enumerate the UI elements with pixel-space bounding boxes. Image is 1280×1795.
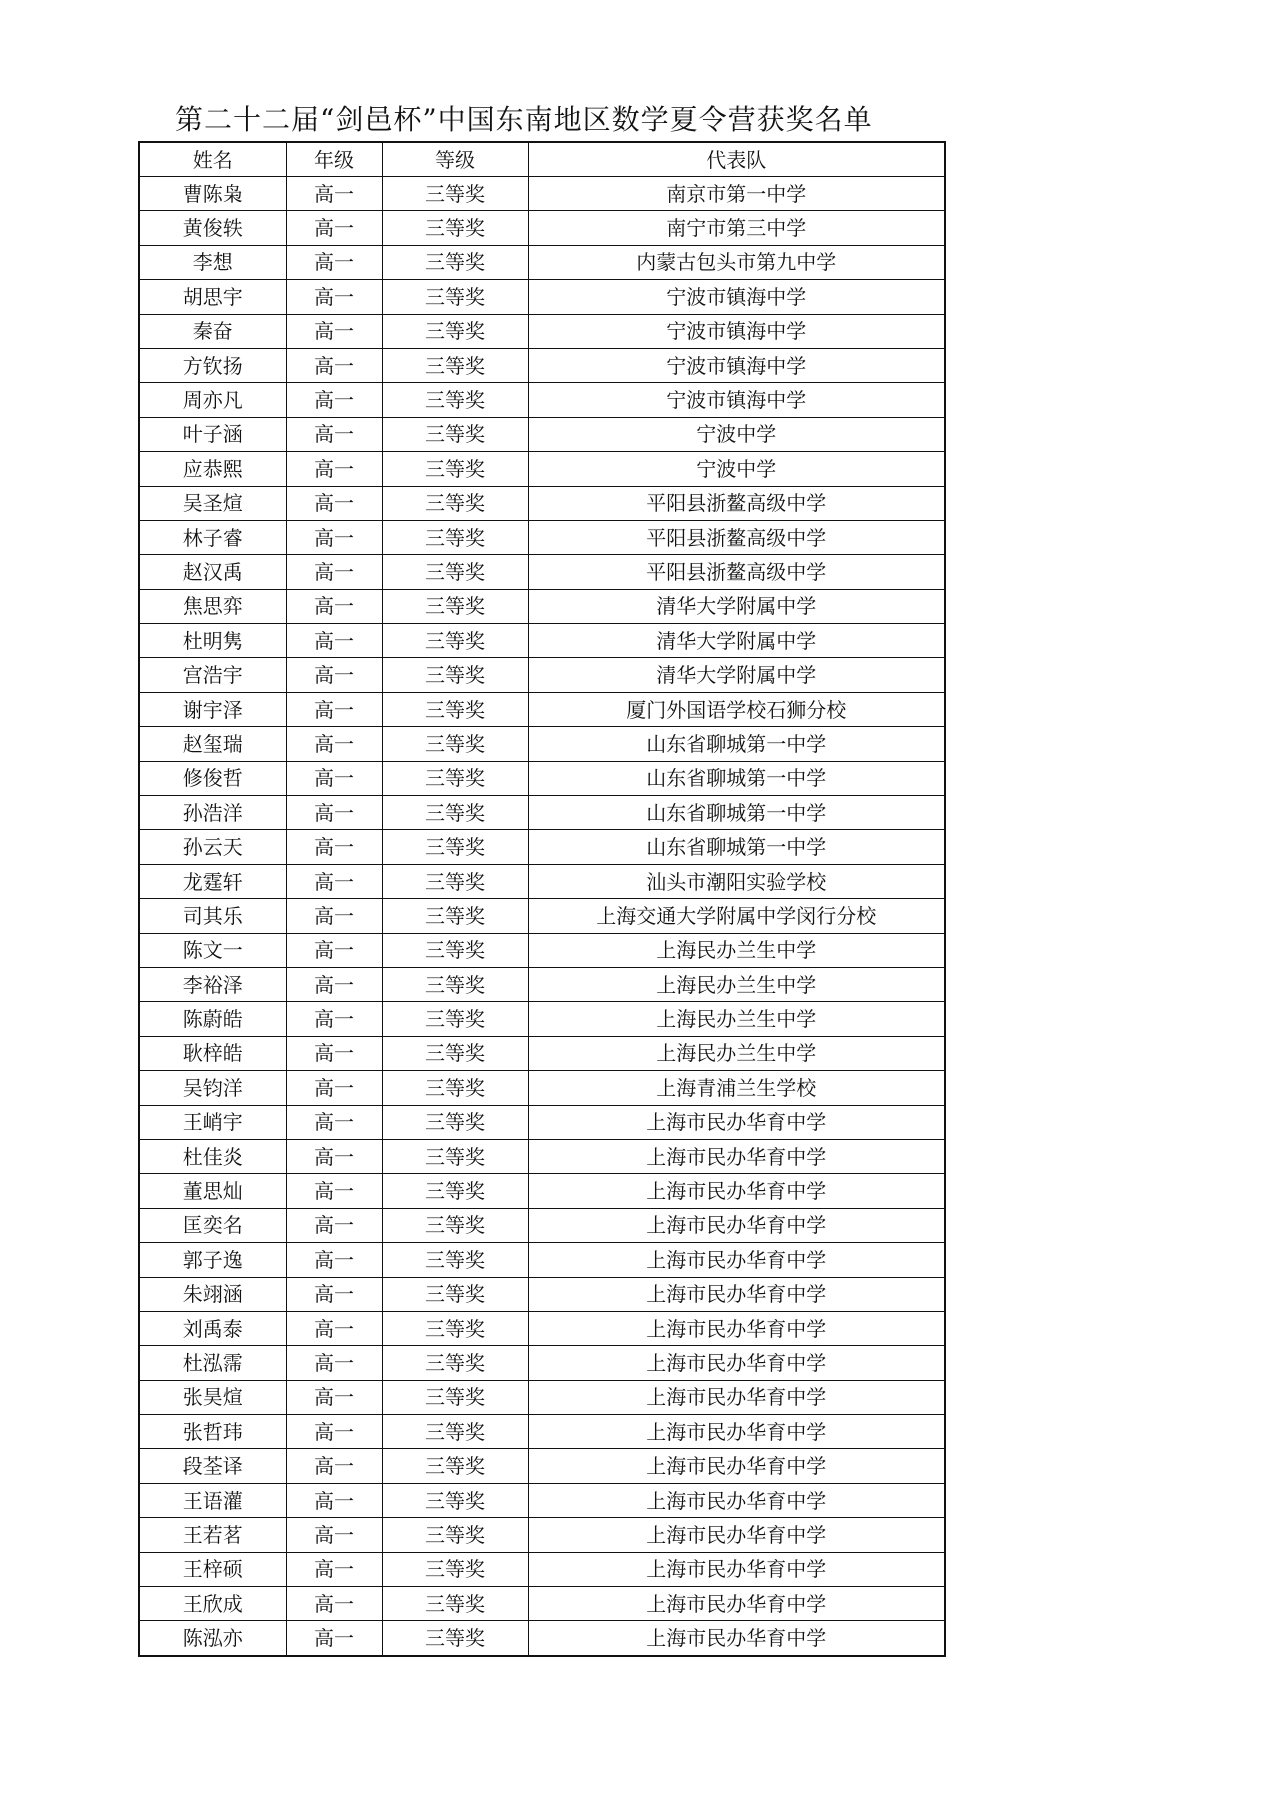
cell-team: 汕头市潮阳实验学校 xyxy=(528,864,945,898)
cell-team: 上海市民办华育中学 xyxy=(528,1346,945,1380)
cell-grade: 高一 xyxy=(286,1346,382,1380)
table-row xyxy=(139,761,945,795)
cell-name: 杜明隽 xyxy=(139,624,286,658)
cell-name: 赵玺瑞 xyxy=(139,727,286,761)
cell-name: 刘禹泰 xyxy=(139,1311,286,1345)
cell-grade: 高一 xyxy=(286,452,382,486)
cell-name: 龙霆轩 xyxy=(139,864,286,898)
cell-name: 张哲玮 xyxy=(139,1415,286,1449)
cell-grade: 高一 xyxy=(286,1071,382,1105)
cell-grade: 高一 xyxy=(286,1311,382,1345)
cell-grade: 高一 xyxy=(286,1621,382,1656)
cell-grade: 高一 xyxy=(286,1449,382,1483)
cell-grade: 高一 xyxy=(286,280,382,314)
table-row xyxy=(139,555,945,589)
cell-grade: 高一 xyxy=(286,1208,382,1242)
table-row xyxy=(139,520,945,554)
cell-team: 山东省聊城第一中学 xyxy=(528,796,945,830)
cell-team: 宁波市镇海中学 xyxy=(528,280,945,314)
table-body xyxy=(139,177,945,1656)
cell-level: 三等奖 xyxy=(382,1071,528,1105)
cell-name: 周亦凡 xyxy=(139,383,286,417)
cell-name: 王梓硕 xyxy=(139,1552,286,1586)
cell-grade: 高一 xyxy=(286,933,382,967)
cell-grade: 高一 xyxy=(286,864,382,898)
table-row xyxy=(139,245,945,279)
table-row xyxy=(139,1002,945,1036)
cell-level: 三等奖 xyxy=(382,967,528,1001)
cell-grade: 高一 xyxy=(286,1243,382,1277)
cell-grade: 高一 xyxy=(286,486,382,520)
cell-grade: 高一 xyxy=(286,658,382,692)
table-row xyxy=(139,348,945,382)
cell-name: 陈泓亦 xyxy=(139,1621,286,1656)
cell-grade: 高一 xyxy=(286,796,382,830)
cell-name: 林子睿 xyxy=(139,520,286,554)
cell-team: 山东省聊城第一中学 xyxy=(528,761,945,795)
cell-grade: 高一 xyxy=(286,692,382,726)
cell-team: 山东省聊城第一中学 xyxy=(528,830,945,864)
cell-level: 三等奖 xyxy=(382,486,528,520)
cell-grade: 高一 xyxy=(286,314,382,348)
cell-name: 匡奕名 xyxy=(139,1208,286,1242)
cell-team: 上海青浦兰生学校 xyxy=(528,1071,945,1105)
cell-grade: 高一 xyxy=(286,1036,382,1070)
cell-team: 上海民办兰生中学 xyxy=(528,967,945,1001)
cell-grade: 高一 xyxy=(286,967,382,1001)
cell-grade: 高一 xyxy=(286,245,382,279)
column-header-level: 等级 xyxy=(382,142,528,177)
cell-name: 修俊哲 xyxy=(139,761,286,795)
cell-level: 三等奖 xyxy=(382,933,528,967)
cell-level: 三等奖 xyxy=(382,280,528,314)
cell-name: 司其乐 xyxy=(139,899,286,933)
cell-level: 三等奖 xyxy=(382,314,528,348)
cell-team: 上海市民办华育中学 xyxy=(528,1105,945,1139)
table-row xyxy=(139,177,945,211)
cell-level: 三等奖 xyxy=(382,1518,528,1552)
cell-level: 三等奖 xyxy=(382,348,528,382)
cell-grade: 高一 xyxy=(286,1380,382,1414)
cell-team: 上海市民办华育中学 xyxy=(528,1518,945,1552)
cell-team: 南京市第一中学 xyxy=(528,177,945,211)
cell-name: 王欣成 xyxy=(139,1587,286,1621)
table-row xyxy=(139,280,945,314)
cell-name: 朱翊涵 xyxy=(139,1277,286,1311)
table-row xyxy=(139,417,945,451)
cell-grade: 高一 xyxy=(286,383,382,417)
table-row xyxy=(139,692,945,726)
cell-team: 上海市民办华育中学 xyxy=(528,1174,945,1208)
cell-name: 孙浩洋 xyxy=(139,796,286,830)
table-row xyxy=(139,967,945,1001)
cell-grade: 高一 xyxy=(286,211,382,245)
cell-name: 叶子涵 xyxy=(139,417,286,451)
table-row xyxy=(139,452,945,486)
cell-grade: 高一 xyxy=(286,830,382,864)
cell-name: 张昊煊 xyxy=(139,1380,286,1414)
table-row xyxy=(139,1415,945,1449)
cell-name: 焦思弈 xyxy=(139,589,286,623)
table-row xyxy=(139,1277,945,1311)
cell-level: 三等奖 xyxy=(382,1483,528,1517)
cell-grade: 高一 xyxy=(286,727,382,761)
table-row xyxy=(139,383,945,417)
cell-team: 平阳县浙鳌高级中学 xyxy=(528,520,945,554)
cell-level: 三等奖 xyxy=(382,727,528,761)
cell-team: 清华大学附属中学 xyxy=(528,589,945,623)
cell-team: 宁波市镇海中学 xyxy=(528,348,945,382)
table-row xyxy=(139,1036,945,1070)
cell-team: 上海市民办华育中学 xyxy=(528,1415,945,1449)
table-row xyxy=(139,1587,945,1621)
cell-name: 李裕泽 xyxy=(139,967,286,1001)
cell-team: 上海市民办华育中学 xyxy=(528,1449,945,1483)
cell-level: 三等奖 xyxy=(382,761,528,795)
cell-level: 三等奖 xyxy=(382,796,528,830)
cell-grade: 高一 xyxy=(286,1139,382,1173)
cell-name: 杜佳炎 xyxy=(139,1139,286,1173)
table-row xyxy=(139,899,945,933)
cell-level: 三等奖 xyxy=(382,1139,528,1173)
table-row xyxy=(139,1552,945,1586)
cell-level: 三等奖 xyxy=(382,417,528,451)
cell-team: 清华大学附属中学 xyxy=(528,658,945,692)
table-row xyxy=(139,1139,945,1173)
cell-team: 上海市民办华育中学 xyxy=(528,1243,945,1277)
cell-level: 三等奖 xyxy=(382,1002,528,1036)
cell-name: 陈文一 xyxy=(139,933,286,967)
table-row xyxy=(139,1105,945,1139)
cell-team: 上海市民办华育中学 xyxy=(528,1139,945,1173)
cell-name: 黄俊轶 xyxy=(139,211,286,245)
award-table xyxy=(138,141,946,1657)
cell-grade: 高一 xyxy=(286,589,382,623)
table-row xyxy=(139,1311,945,1345)
cell-grade: 高一 xyxy=(286,1174,382,1208)
table-row xyxy=(139,1621,945,1656)
cell-grade: 高一 xyxy=(286,1483,382,1517)
cell-level: 三等奖 xyxy=(382,1621,528,1656)
cell-level: 三等奖 xyxy=(382,452,528,486)
cell-name: 应恭熙 xyxy=(139,452,286,486)
cell-name: 秦奋 xyxy=(139,314,286,348)
cell-name: 耿梓皓 xyxy=(139,1036,286,1070)
table-row xyxy=(139,1483,945,1517)
cell-name: 赵汉禹 xyxy=(139,555,286,589)
cell-level: 三等奖 xyxy=(382,1552,528,1586)
cell-team: 平阳县浙鳌高级中学 xyxy=(528,555,945,589)
cell-level: 三等奖 xyxy=(382,589,528,623)
table-row xyxy=(139,589,945,623)
table-row xyxy=(139,1243,945,1277)
cell-level: 三等奖 xyxy=(382,899,528,933)
cell-team: 上海市民办华育中学 xyxy=(528,1552,945,1586)
cell-team: 清华大学附属中学 xyxy=(528,624,945,658)
cell-name: 吴圣煊 xyxy=(139,486,286,520)
cell-team: 上海市民办华育中学 xyxy=(528,1587,945,1621)
column-header-team: 代表队 xyxy=(528,142,945,177)
table-row xyxy=(139,1346,945,1380)
table-row xyxy=(139,658,945,692)
cell-name: 董思灿 xyxy=(139,1174,286,1208)
cell-level: 三等奖 xyxy=(382,624,528,658)
cell-level: 三等奖 xyxy=(382,555,528,589)
table-row xyxy=(139,1449,945,1483)
cell-team: 厦门外国语学校石狮分校 xyxy=(528,692,945,726)
table-row xyxy=(139,624,945,658)
table-row xyxy=(139,1380,945,1414)
cell-name: 吴钧洋 xyxy=(139,1071,286,1105)
cell-team: 宁波市镇海中学 xyxy=(528,383,945,417)
table-row xyxy=(139,796,945,830)
cell-team: 上海交通大学附属中学闵行分校 xyxy=(528,899,945,933)
column-header-name: 姓名 xyxy=(139,142,286,177)
cell-level: 三等奖 xyxy=(382,830,528,864)
cell-team: 上海民办兰生中学 xyxy=(528,1002,945,1036)
table-row xyxy=(139,727,945,761)
cell-name: 王语灌 xyxy=(139,1483,286,1517)
header-row xyxy=(139,142,945,177)
cell-level: 三等奖 xyxy=(382,1277,528,1311)
cell-name: 李想 xyxy=(139,245,286,279)
cell-grade: 高一 xyxy=(286,1002,382,1036)
cell-team: 上海市民办华育中学 xyxy=(528,1208,945,1242)
cell-team: 上海市民办华育中学 xyxy=(528,1311,945,1345)
cell-team: 上海民办兰生中学 xyxy=(528,1036,945,1070)
cell-level: 三等奖 xyxy=(382,1449,528,1483)
cell-team: 宁波市镇海中学 xyxy=(528,314,945,348)
table-row xyxy=(139,830,945,864)
cell-level: 三等奖 xyxy=(382,658,528,692)
cell-name: 王若茗 xyxy=(139,1518,286,1552)
table-row xyxy=(139,211,945,245)
cell-name: 宫浩宇 xyxy=(139,658,286,692)
cell-team: 内蒙古包头市第九中学 xyxy=(528,245,945,279)
cell-grade: 高一 xyxy=(286,555,382,589)
cell-level: 三等奖 xyxy=(382,1415,528,1449)
cell-name: 曹陈枭 xyxy=(139,177,286,211)
table-row xyxy=(139,1208,945,1242)
column-header-grade: 年级 xyxy=(286,142,382,177)
table-row xyxy=(139,864,945,898)
cell-grade: 高一 xyxy=(286,520,382,554)
cell-team: 宁波中学 xyxy=(528,452,945,486)
cell-name: 方钦扬 xyxy=(139,348,286,382)
cell-team: 上海市民办华育中学 xyxy=(528,1380,945,1414)
cell-grade: 高一 xyxy=(286,1587,382,1621)
table-row xyxy=(139,1174,945,1208)
cell-level: 三等奖 xyxy=(382,383,528,417)
cell-level: 三等奖 xyxy=(382,245,528,279)
cell-level: 三等奖 xyxy=(382,1174,528,1208)
cell-team: 山东省聊城第一中学 xyxy=(528,727,945,761)
cell-name: 郭子逸 xyxy=(139,1243,286,1277)
page-title: 第二十二届“剑邑杯”中国东南地区数学夏令营获奖名单 xyxy=(175,103,873,136)
cell-name: 杜泓霈 xyxy=(139,1346,286,1380)
cell-level: 三等奖 xyxy=(382,520,528,554)
cell-grade: 高一 xyxy=(286,1105,382,1139)
cell-level: 三等奖 xyxy=(382,1105,528,1139)
cell-level: 三等奖 xyxy=(382,1243,528,1277)
cell-name: 段荃译 xyxy=(139,1449,286,1483)
table-row xyxy=(139,1071,945,1105)
cell-grade: 高一 xyxy=(286,1277,382,1311)
table-row xyxy=(139,1518,945,1552)
cell-level: 三等奖 xyxy=(382,1036,528,1070)
cell-level: 三等奖 xyxy=(382,211,528,245)
cell-level: 三等奖 xyxy=(382,1346,528,1380)
cell-team: 上海市民办华育中学 xyxy=(528,1621,945,1656)
cell-level: 三等奖 xyxy=(382,692,528,726)
table-row xyxy=(139,314,945,348)
cell-grade: 高一 xyxy=(286,177,382,211)
cell-team: 上海民办兰生中学 xyxy=(528,933,945,967)
cell-grade: 高一 xyxy=(286,761,382,795)
cell-grade: 高一 xyxy=(286,417,382,451)
cell-grade: 高一 xyxy=(286,1552,382,1586)
cell-name: 谢宇泽 xyxy=(139,692,286,726)
cell-level: 三等奖 xyxy=(382,1311,528,1345)
cell-level: 三等奖 xyxy=(382,1380,528,1414)
cell-level: 三等奖 xyxy=(382,1587,528,1621)
table-row xyxy=(139,486,945,520)
cell-name: 孙云天 xyxy=(139,830,286,864)
cell-level: 三等奖 xyxy=(382,177,528,211)
table-row xyxy=(139,933,945,967)
cell-name: 胡思宇 xyxy=(139,280,286,314)
cell-grade: 高一 xyxy=(286,1415,382,1449)
cell-team: 平阳县浙鳌高级中学 xyxy=(528,486,945,520)
cell-team: 上海市民办华育中学 xyxy=(528,1277,945,1311)
cell-grade: 高一 xyxy=(286,1518,382,1552)
cell-name: 陈蔚皓 xyxy=(139,1002,286,1036)
cell-team: 南宁市第三中学 xyxy=(528,211,945,245)
cell-grade: 高一 xyxy=(286,348,382,382)
cell-grade: 高一 xyxy=(286,899,382,933)
cell-team: 上海市民办华育中学 xyxy=(528,1483,945,1517)
cell-name: 王峭宇 xyxy=(139,1105,286,1139)
cell-level: 三等奖 xyxy=(382,1208,528,1242)
cell-team: 宁波中学 xyxy=(528,417,945,451)
cell-level: 三等奖 xyxy=(382,864,528,898)
cell-grade: 高一 xyxy=(286,624,382,658)
